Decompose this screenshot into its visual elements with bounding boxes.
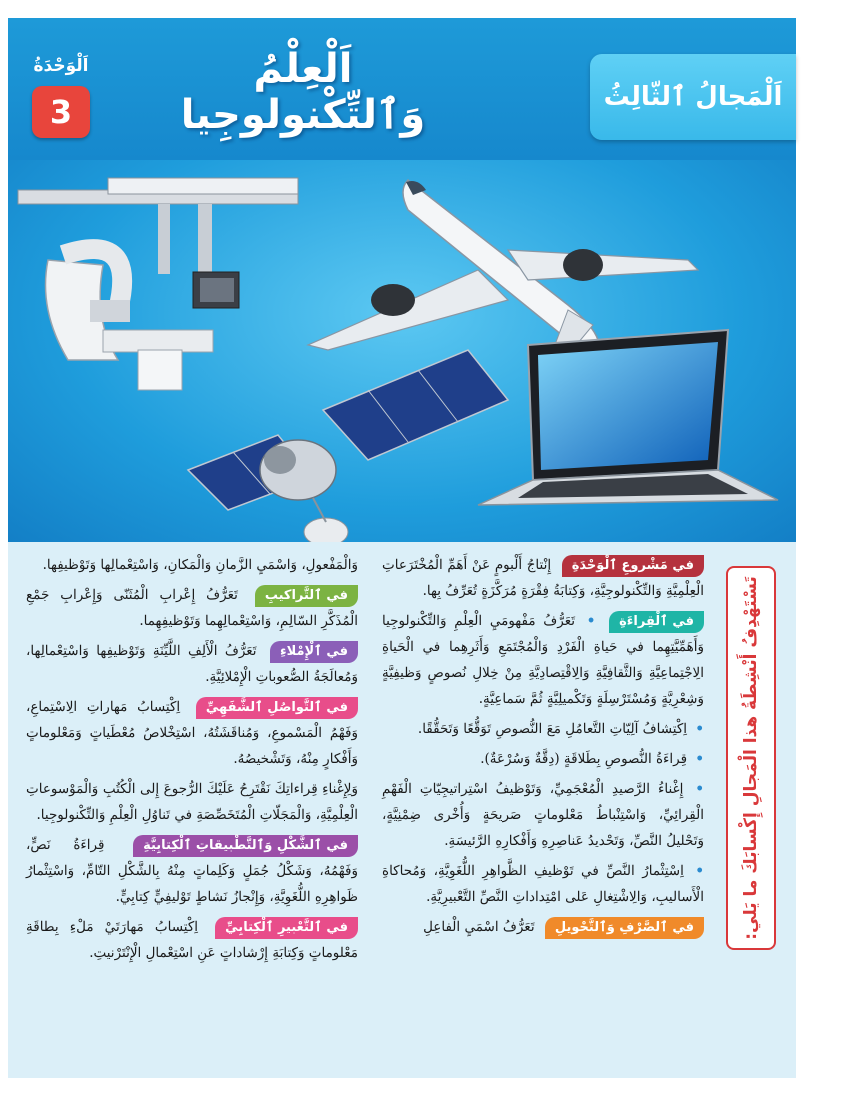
spelling-paragraph: [26, 638, 358, 690]
form-pill: في ٱلشَّكْلِ وَٱلتَّطْبيقاتِ ٱلْكِتابِيَّةِ: [133, 835, 358, 857]
form-paragraph: [26, 832, 358, 910]
reading-paragraph: [382, 608, 704, 712]
oral-paragraph: [26, 694, 358, 772]
morphology-text: تَعَرُّفُ اسْمَيِ الْفاعِلِ: [423, 919, 535, 935]
objectives-sidebar: [726, 566, 776, 950]
project-pill: في مَشْروعِ ٱلْوَحْدَةِ: [562, 555, 704, 577]
laptop-icon: [478, 330, 778, 505]
medical-scanner-icon: [18, 178, 298, 390]
reading-bullet: • اِكْتِشافُ آلِيّاتِ التَّعامُلِ مَعَ النُّصوصِ تَوَقُّعًا وَتَحَقُّقًا.: [417, 721, 704, 737]
unit-label: اَلْوَحْدَةُ: [33, 56, 89, 76]
structures-paragraph: [26, 582, 358, 634]
reading-text: تَعَرُّفُ مَفْهومَيِ الْعِلْمِ وَالتِّكْنولوجِيا وَأَهَمِّيَّتِهِما في حَياةِ الْفَرْدِ وَالْمُجْتَمَعِ وَأَثَرِهِما في الْحَياةِ الِاجْتِماعِيَّةِ وَالثَّقافِيَّةِ وَالِاقْتِصادِيَّةِ مِنْ خِلالِ نُصوصٍ وَظيفِيَّةٍ وَشِعْرِيَّةٍ وَمُسْتَرْسِلَةٍ وَتَكْميلِيَّةٍ ثُمَّ سَماعِيَّةٍ.: [382, 613, 704, 707]
right-column: [382, 552, 704, 944]
hero-illustration: [8, 160, 796, 542]
bullet-icon: •: [695, 781, 704, 797]
unit-number-badge: 3: [32, 86, 90, 138]
bullet-icon: •: [695, 721, 704, 737]
spelling-pill: في ٱلْإِمْلاءِ: [270, 641, 358, 663]
domain-tag: اَلْمَجالُ ٱلثّالِثُ: [590, 54, 796, 140]
page-title: اَلْعِلْمُ وَٱلتِّكْنولوجِيا: [180, 46, 426, 138]
project-text: إِنْتاجُ أَلْبومٍ عَنْ أَهَمِّ الْمُخْتَرَعاتِ الْعِلْمِيَّةِ وَالتِّكْنولوجِيَّةِ، وَكِتابَةُ فِقْرَةٍ مُرَكَّزَةٍ تُعَرِّفُ بِها.: [382, 557, 704, 599]
writing-text: اِكْتِسابُ مَهارَتَيْ مَلْءِ بِطاقَةِ مَعْلوماتٍ وَكِتابَةِ إِرْشاداتٍ عَنِ اسْتِعْمالِ الْإِنْتَرْنيتِ.: [26, 919, 358, 961]
morphology-pill: في ٱلصَّرْفِ وَٱلتَّحْويلِ: [545, 917, 704, 939]
airplane-icon: [308, 180, 698, 355]
structures-text: تَعَرُّفُ إِعْرابِ الْمُثَنّى وَإِعْرابِ جَمْعِ الْمُذَكَّرِ السّالِمِ، وَاسْتِعْمالِهِما وَتَوْظيفِهِما.: [26, 587, 358, 629]
bullet-icon: •: [586, 613, 596, 629]
reading-bullet: • اِسْتِثْمارُ النَّصِّ في تَوْظيفِ الظَّواهِرِ اللُّغَوِيَّةِ، وَمُحاكاةِ الْأَساليبِ، وَالِاشْتِغالِ عَلى امْتِداداتِ النَّصِّ التَّعْبيرِيَّةِ.: [382, 863, 705, 905]
left-column: [26, 552, 358, 970]
oral-text: اِكْتِسابُ مَهاراتِ الِاسْتِماعِ، وَفَهْمُ الْمَسْموعِ، وَمُناقَشَتُهُ، اسْتِخْلاصُ مُعْطَياتٍ وَمَعْلوماتٍ وَأَفْكارٍ مِنْهُ، وَتَشْخيصُهُ.: [26, 699, 358, 767]
writing-paragraph: [26, 914, 358, 966]
reading-bullet: • إِغْناءُ الرَّصيدِ الْمُعْجَمِيِّ، وَتَوْظيفُ اسْتِراتيجِيّاتِ الْفَهْمِ الْقِرائِيِّ، وَاسْتِنْباطُ مَعْلوماتٍ صَريحَةٍ وَأُخْرى ضِمْنِيَّةٍ، وَتَحْليلُ النَّصِّ، وَتَحْديدُ عَناصِرِهِ وَأَفْكارِهِ الرَّئيسَةِ.: [382, 781, 704, 849]
oral-pill: في ٱلتَّواصُلِ ٱلشَّفَهِيِّ: [196, 697, 358, 719]
objectives-section: [8, 542, 796, 1078]
reading-pill: في ٱلْقِراءَةِ: [609, 611, 704, 633]
writing-pill: في ٱلتَّعْبيرِ ٱلْكِتابِيِّ: [215, 917, 358, 939]
structures-pill: في ٱلتَّراكيبِ: [255, 585, 358, 607]
project-paragraph: [382, 552, 704, 604]
morphology-paragraph: [382, 914, 704, 940]
form-text: قِراءَةُ نَصٍّ، وَفَهْمُهُ، وَشَكْلُ جُمَلٍ وَكَلِماتٍ مِنْهُ بِالشَّكْلِ التّامِّ، وَاسْتِثْمارُ ظَواهِرِهِ اللُّغَوِيَّةِ، وَإِنْجازُ نَشاطٍ تَوْليفِيٍّ كِتابِيٍّ.: [26, 837, 358, 905]
reading-bullet: • قِراءَةُ النُّصوصِ بِطَلاقَةٍ (دِقَّةٌ وَسُرْعَةٌ).: [480, 751, 704, 767]
header-banner: [8, 18, 796, 160]
page: [8, 18, 796, 1078]
objectives-sidebar-text: تَسْتَهْدِفُ أَنْشِطَةُ هذا الْمَجالِ إِكْسابَكَ ما يَلي:: [741, 576, 761, 940]
spelling-text: تَعَرُّفُ الْأَلِفِ اللَّيِّنَةِ وَتَوْظيفِها وَاسْتِعْمالِها، وَمُعالَجَةُ الصُّعوباتِ الْإِمْلائِيَّةِ.: [26, 643, 358, 685]
bullet-icon: •: [695, 863, 705, 879]
continuation-paragraph: وَالْمَفْعولِ، وَاسْمَيِ الزَّمانِ وَالْمَكانِ، وَاسْتِعْمالِها وَتَوْظيفِها.: [42, 557, 358, 573]
satellite-icon: [188, 350, 508, 542]
oral-extra-paragraph: وَلِإِغْناءِ قِراءاتِكَ نَقْتَرِحُ عَلَيْكَ الرُّجوعَ إِلى الْكُتُبِ وَالْمَوْسوعاتِ الْعِلْمِيَّةِ، وَالْمَجَلّاتِ الْمُتَخَصِّصَةِ في تَناوُلِ الْعِلْمِ وَالتِّكْنولوجِيا.: [26, 781, 358, 823]
bullet-icon: •: [695, 751, 704, 767]
